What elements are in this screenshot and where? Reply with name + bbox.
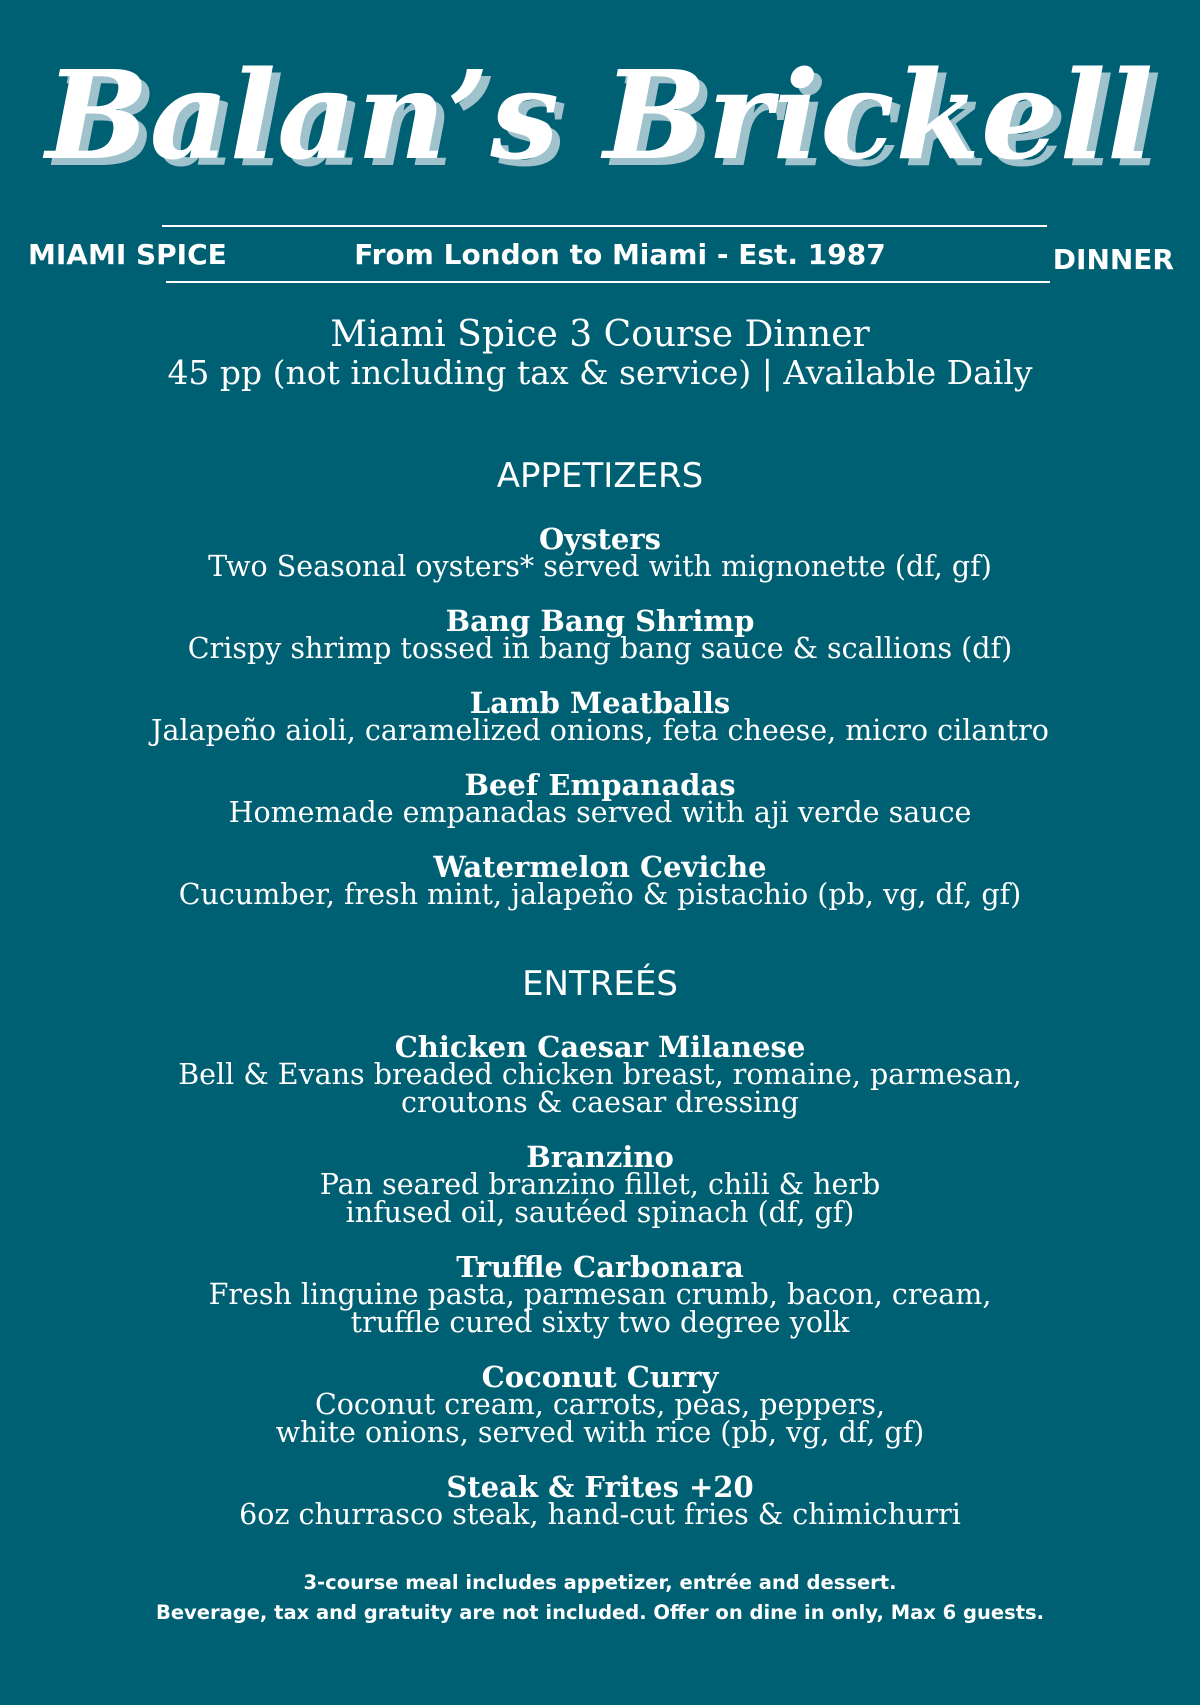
item-description: Bell & Evans breaded chicken breast, romaine, parmesan, croutons & caesar dressing (178, 1058, 1022, 1119)
item-name: Lamb Meatballs (469, 686, 731, 720)
footer-note-1: 3-course meal includes appetizer, entrée and dessert. (303, 1571, 897, 1594)
item-name: Oysters (539, 522, 661, 556)
item-name: Steak & Frites +20 (446, 1470, 754, 1504)
item-name: Bang Bang Shrimp (445, 604, 755, 638)
item-name: Watermelon Ceviche (433, 850, 767, 884)
item-name: Coconut Curry (481, 1360, 719, 1394)
item-description: Cucumber, fresh mint, jalapeño & pistachio (pb, vg, df, gf) (178, 878, 1022, 911)
item-description: Two Seasonal oysters* served with mignonette (df, gf) (208, 550, 992, 583)
miami-spice-label: MIAMI SPICE (28, 238, 227, 271)
menu-item (0, 768, 1200, 829)
menu-item (0, 522, 1200, 583)
item-name: Beef Empanadas (464, 768, 736, 802)
offer-details: 45 pp (not including tax & service) | Available Daily (167, 353, 1033, 392)
entrees-list (0, 1030, 1200, 1555)
appetizers-heading: APPETIZERS (496, 456, 704, 496)
entrees-heading: ENTREÉS (522, 964, 678, 1004)
tagline: From London to Miami - Est. 1987 (354, 238, 886, 271)
item-description: 6oz churrasco steak, hand-cut fries & chimichurri (239, 1498, 961, 1531)
item-description: Crispy shrimp tossed in bang bang sauce & scallions (df) (187, 632, 1013, 665)
menu-item (0, 686, 1200, 747)
item-name: Truffle Carbonara (456, 1250, 744, 1284)
item-description: Coconut cream, carrots, peas, peppers, white onions, served with rice (pb, vg, df, gf) (275, 1388, 925, 1449)
menu-item (0, 604, 1200, 665)
menu-item (0, 1030, 1200, 1119)
appetizers-list (0, 522, 1200, 935)
item-description: Jalapeño aioli, caramelized onions, feta cheese, micro cilantro (151, 714, 1049, 747)
header-divider-top (162, 225, 1047, 227)
menu-item (0, 850, 1200, 911)
header-divider-bottom (166, 281, 1050, 283)
menu-item (0, 1140, 1200, 1229)
item-name: Chicken Caesar Milanese (394, 1030, 806, 1064)
item-name: Branzino (526, 1140, 674, 1174)
dinner-label: DINNER (1052, 243, 1174, 276)
menu-item (0, 1250, 1200, 1339)
restaurant-name: Balan’s Brickell (45, 43, 1155, 187)
menu-item (0, 1360, 1200, 1449)
item-description: Pan seared branzino fillet, chili & herb infused oil, sautéed spinach (df, gf) (319, 1168, 881, 1229)
offer-title: Miami Spice 3 Course Dinner (330, 314, 870, 355)
footer-note-2: Beverage, tax and gratuity are not included. Offer on dine in only, Max 6 guests. (155, 1601, 1045, 1624)
item-description: Homemade empanadas served with aji verde sauce (228, 796, 972, 829)
item-description: Fresh linguine pasta, parmesan crumb, bacon, cream, truffle cured sixty two degree yolk (208, 1278, 992, 1339)
menu-item (0, 1470, 1200, 1531)
